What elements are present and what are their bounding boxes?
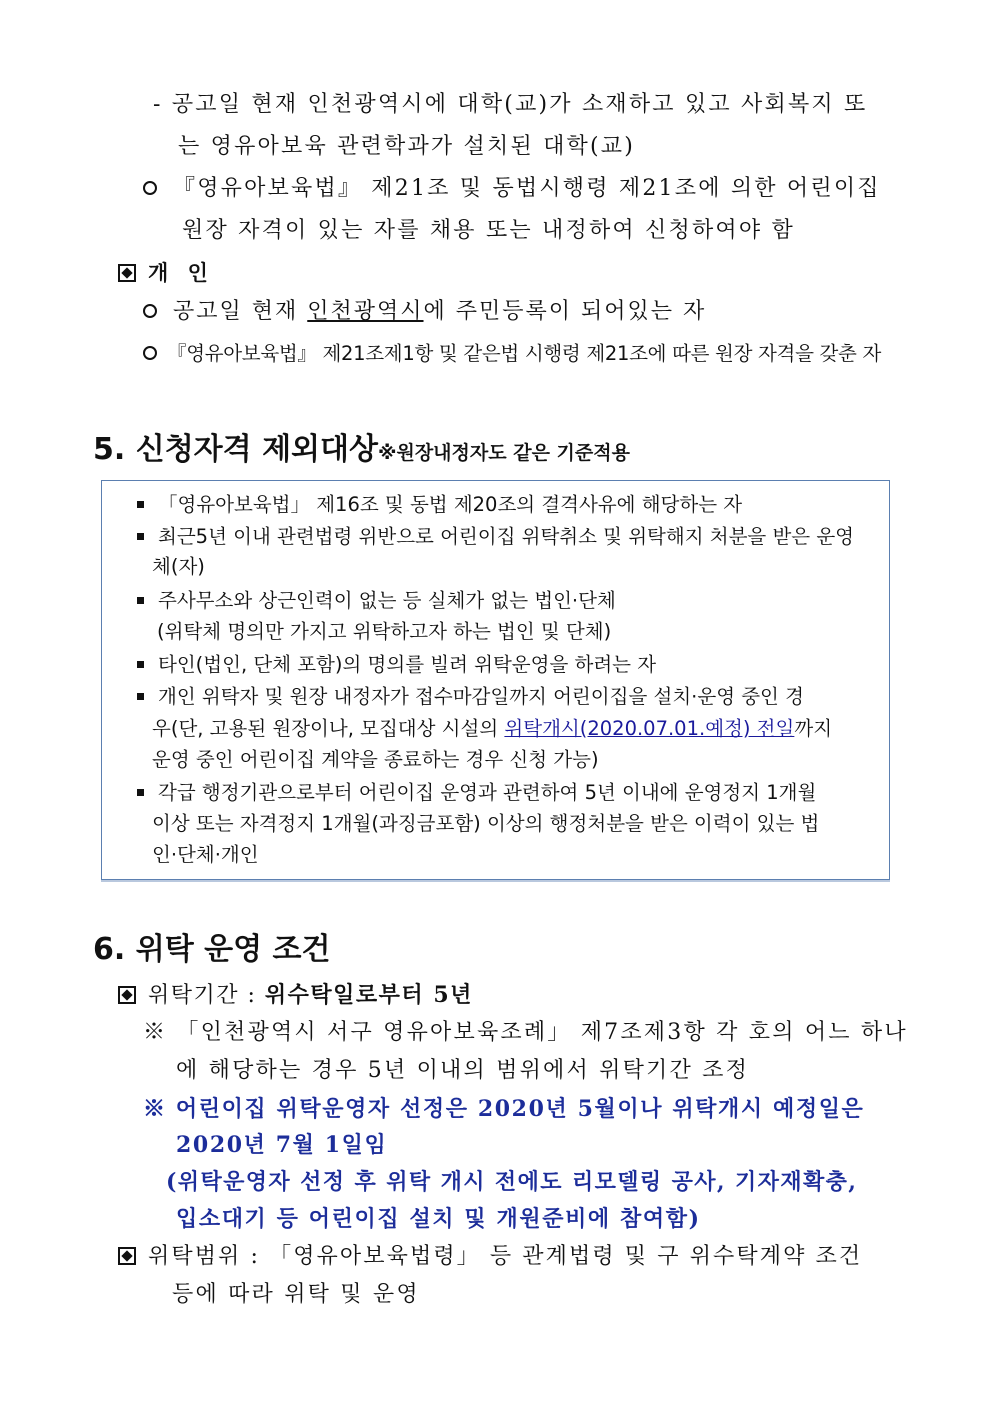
eligibility-line-4: 원장 자격이 있는 자를 채용 또는 내정하여 신청하여야 함	[182, 218, 795, 243]
selection-note-line-1: ※ 어린이집 위탁운영자 선정은 2020년 5월이나 위탁개시 예정일은	[143, 1096, 865, 1122]
personal-item-residence: 공고일 현재 인천광역시에 주민등록이 되어있는 자	[143, 297, 706, 327]
circle-bullet-icon	[143, 304, 157, 318]
square-bullet-icon	[137, 501, 144, 508]
diamond-box-icon	[118, 264, 136, 282]
square-bullet-icon	[137, 661, 144, 668]
square-bullet-icon	[137, 693, 144, 700]
exclusion-item-4: 타인(법인, 단체 포함)의 명의를 빌려 위탁운영을 하려는 자	[137, 650, 656, 680]
exclusion-item-5-cont: 우(단, 고용된 원장이나, 모집대상 시설의 위탁개시(2020.07.01.예정) 전일까지	[152, 717, 833, 740]
circle-bullet-icon	[143, 181, 157, 195]
preparation-note-line-2: 입소대기 등 어린이집 설치 및 개원준비에 참여함)	[176, 1206, 701, 1232]
period-note-line-2: 에 해당하는 경우 5년 이내의 범위에서 위탁기간 조정	[176, 1058, 750, 1083]
square-bullet-icon	[137, 597, 144, 604]
period-note-line-1: ※ 「인천광역시 서구 영유아보육조례」 제7조제3항 각 호의 어느 하나	[143, 1020, 908, 1045]
diamond-box-icon	[118, 986, 136, 1004]
personal-heading: 개 인	[118, 258, 214, 288]
exclusion-item-6-cont-2: 인·단체·개인	[152, 843, 259, 866]
square-bullet-icon	[137, 789, 144, 796]
exclusion-item-2: 최근5년 이내 관련법령 위반으로 어린이집 위탁취소 및 위탁해지 처분을 받은 운영	[137, 522, 854, 552]
exclusion-item-5: 개인 위탁자 및 원장 내정자가 접수마감일까지 어린이집을 설치·운영 중인 경	[137, 682, 804, 712]
consignment-scope: 위탁범위 : 「영유아보육법령」 등 관계법령 및 구 위수탁계약 조건	[118, 1242, 862, 1272]
square-bullet-icon	[137, 533, 144, 540]
consignment-period: 위탁기간 : 위수탁일로부터 5년	[118, 980, 473, 1011]
exclusion-item-6-cont: 이상 또는 자격정지 1개월(과징금포함) 이상의 행정처분을 받은 이력이 있는 법	[152, 812, 820, 835]
diamond-box-icon	[118, 1247, 136, 1265]
eligibility-line-2: 는 영유아보육 관련학과가 설치된 대학(교)	[178, 134, 636, 159]
eligibility-item-director: 『영유아보육법』 제21조 및 동법시행령 제21조에 의한 어린이집	[143, 174, 881, 204]
preparation-note-line-1: (위탁운영자 선정 후 위탁 개시 전에도 리모델링 공사, 기자재확충,	[166, 1169, 858, 1195]
consignment-scope-cont: 등에 따라 위탁 및 운영	[172, 1282, 420, 1307]
exclusion-item-3: 주사무소와 상근인력이 없는 등 실체가 없는 법인·단체	[137, 586, 616, 616]
exclusion-item-1: 「영유아보육법」 제16조 및 동법 제20조의 결격사유에 해당하는 자	[137, 490, 742, 520]
section-6-title: 6. 위탁 운영 조건	[93, 932, 331, 967]
exclusion-item-3-cont: (위탁체 명의만 가지고 위탁하고자 하는 법인 및 단체)	[157, 620, 612, 643]
personal-item-qualification: 『영유아보육법』 제21조제1항 및 같은법 시행령 제21조에 따른 원장 자격을 갖춘 자	[143, 339, 881, 369]
section-5-title: 5. 신청자격 제외대상※원장내정자도 같은 기준적용	[93, 432, 630, 467]
circle-bullet-icon	[143, 346, 157, 360]
selection-note-line-2: 2020년 7월 1일임	[176, 1132, 388, 1158]
exclusion-item-5-cont-2: 운영 중인 어린이집 계약을 종료하는 경우 신청 가능)	[152, 748, 599, 771]
consignment-start-link[interactable]: 위탁개시(2020.07.01.예정) 전일	[504, 717, 795, 740]
exclusion-item-6: 각급 행정기관으로부터 어린이집 운영과 관련하여 5년 이내에 운영정지 1개월	[137, 778, 816, 808]
exclusion-item-2-cont: 체(자)	[152, 555, 205, 578]
eligibility-line-1: - 공고일 현재 인천광역시에 대학(교)가 소재하고 있고 사회복지 또	[153, 92, 868, 117]
